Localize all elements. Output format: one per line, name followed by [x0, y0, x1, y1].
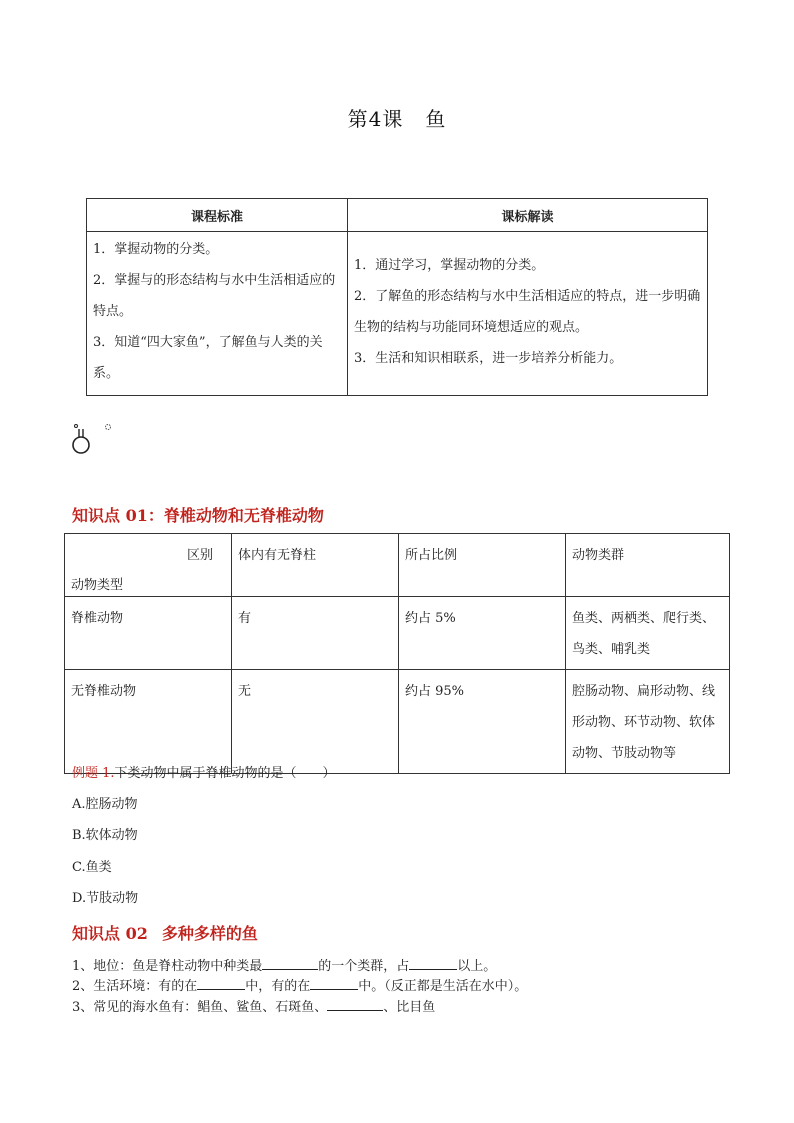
- fill-text: 中，有的在: [245, 979, 311, 994]
- kp2-number: 知识点 02: [72, 924, 148, 943]
- lesson-topic: 鱼: [425, 107, 447, 131]
- cell-type: 无脊椎动物: [65, 670, 232, 774]
- header-groups: 动物类群: [566, 534, 730, 597]
- cell-type: 脊椎动物: [65, 597, 232, 670]
- cell-spine: 有: [232, 597, 399, 670]
- header-interpretation: 课标解读: [348, 199, 708, 232]
- vertebrate-table: [64, 533, 730, 774]
- example-label: 例题 1.: [72, 766, 115, 781]
- fill-text: 以上。: [457, 959, 497, 974]
- example-text: 下类动物中属于脊椎动物的是（ ）: [114, 766, 336, 781]
- interpretation-item: 3．生活和知识相联系，进一步培养分析能力。: [354, 350, 623, 366]
- option-d: D.节肢动物: [72, 891, 139, 906]
- option-a: A.腔肠动物: [72, 797, 138, 812]
- answer-blank[interactable]: [327, 998, 383, 1011]
- standard-item: 3．知道“四大家鱼”，了解鱼与人类的关系。: [93, 335, 323, 381]
- fill-text: 、比目鱼: [383, 1000, 436, 1015]
- standard-item: 2．掌握与的形态结构与水中生活相适应的特点。: [93, 273, 336, 319]
- diagonal-header-cell: [65, 534, 232, 597]
- table-row: [65, 670, 730, 774]
- answer-blank[interactable]: [409, 957, 457, 970]
- option-c: C.鱼类: [72, 860, 112, 875]
- cell-ratio: 约占 95%: [399, 670, 566, 774]
- kp2-text: 多种多样的鱼: [161, 924, 258, 943]
- answer-blank[interactable]: [310, 977, 358, 990]
- fill-line-3: [72, 996, 435, 1015]
- answer-blank[interactable]: [262, 957, 318, 970]
- answer-blank[interactable]: [197, 977, 245, 990]
- fill-line-2: [72, 975, 527, 994]
- interpretation-item: 1．通过学习，掌握动物的分类。: [354, 257, 545, 273]
- option-b: B.软体动物: [72, 828, 138, 843]
- standards-cell: [87, 232, 348, 396]
- interpretation-cell: [348, 232, 708, 396]
- example-question: [72, 762, 336, 781]
- knowledge-point-1-title: 知识点 01：脊椎动物和无脊椎动物: [72, 506, 324, 525]
- table-row: [65, 597, 730, 670]
- fill-line-1: [72, 955, 496, 974]
- cell-spine: 无: [232, 670, 399, 774]
- fill-text: 的一个类群，占: [318, 959, 410, 974]
- page-title: [0, 103, 794, 132]
- flask-icon: [70, 421, 120, 465]
- cell-groups: 鱼类、两栖类、爬行类、鸟类、哺乳类: [566, 597, 730, 670]
- fill-text: 1、地位：鱼是脊柱动物中种类最: [72, 959, 263, 974]
- fill-text: 2、生活环境：有的在: [72, 979, 198, 994]
- fill-text: 中。（反正都是生活在水中）。: [358, 979, 528, 994]
- standards-table: [86, 198, 708, 396]
- interpretation-item: 2．了解鱼的形态结构与水中生活相适应的特点，进一步明确生物的结构与功能同环境想适应的观点。: [354, 288, 701, 335]
- lesson-number: 第4课: [347, 107, 404, 131]
- header-standards: 课程标准: [87, 199, 348, 232]
- header-ratio: 所占比例: [399, 534, 566, 597]
- diag-top-label: 区别: [186, 548, 213, 563]
- fill-text: 3、常见的海水鱼有：鲳鱼、鲨鱼、石斑鱼、: [72, 1000, 328, 1015]
- standard-item: 1．掌握动物的分类。: [93, 242, 219, 257]
- header-spine: 体内有无脊柱: [232, 534, 399, 597]
- diag-bottom-label: 动物类型: [71, 578, 124, 593]
- cell-groups: 腔肠动物、扁形动物、线形动物、环节动物、软体动物、节肢动物等: [566, 670, 730, 774]
- cell-ratio: 约占 5%: [399, 597, 566, 670]
- knowledge-point-2-title: [72, 921, 258, 944]
